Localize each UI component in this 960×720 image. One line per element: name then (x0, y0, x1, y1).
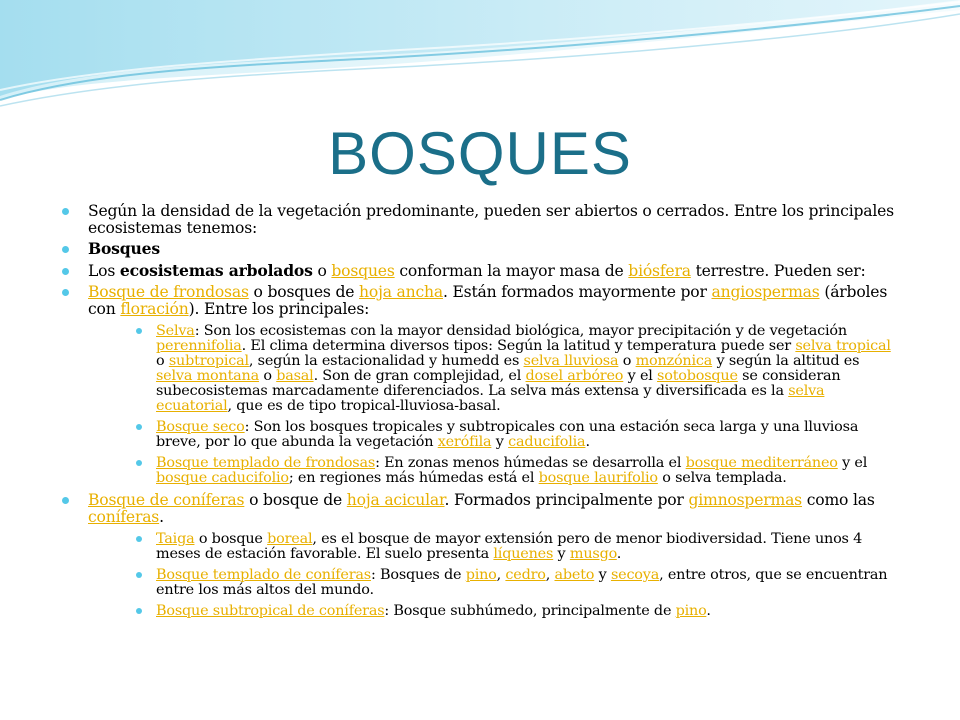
link-bosque-laurifolio[interactable]: bosque laurifolio (538, 470, 658, 486)
link-pino[interactable]: pino (465, 567, 497, 583)
link-taiga[interactable]: Taiga (156, 531, 195, 547)
link-bosque-mediterraneo[interactable]: bosque mediterráneo (685, 455, 838, 471)
link-basal[interactable]: basal (276, 368, 314, 384)
link-bosques[interactable]: bosques (331, 261, 395, 280)
link-bosque-templado-coniferas[interactable]: Bosque templado de coníferas (156, 567, 371, 583)
link-angiospermas[interactable]: angiospermas (711, 283, 820, 301)
link-bosque-caducifolio[interactable]: bosque caducifolio (156, 470, 289, 486)
list-item-selva: Selva: Son los ecosistemas con la mayor densidad biológica, mayor precipitación y de vegetación perennifolia. El clima determina diversos tipos: Según la latitud y temperatura puede ser selva tropical o subtropical, según la estacionalidad y humedd es selva lluviosa o monzónica y según la altitud es selva montana o basal. Son de gran complejidad, el dosel arbóreo y el sotobosque se consideran subecosistemas marcadamente diferenciados. La selva más extensa y diversificada es la selva ecuatorial, que es de tipo tropical-lluviosa-basal. (88, 324, 898, 414)
link-musgo[interactable]: musgo (569, 546, 617, 562)
link-monzonica[interactable]: monzónica (635, 353, 713, 369)
link-boreal[interactable]: boreal (267, 531, 313, 547)
link-selva-ecuatorial[interactable]: selva ecuatorial (156, 383, 825, 414)
list-item-taiga: Taiga o bosque boreal, es el bosque de mayor extensión pero de menor biodiversidad. Tiene unos 4 meses de estación favorable. El suelo presenta líquenes y musgo. (88, 532, 898, 562)
link-coniferas[interactable]: coníferas (88, 507, 160, 526)
frondosas-sublist (88, 324, 898, 486)
main-list (58, 203, 898, 619)
link-cedro[interactable]: cedro (505, 567, 546, 583)
link-selva-montana[interactable]: selva montana (156, 368, 259, 384)
link-sotobosque[interactable]: sotobosque (657, 368, 738, 384)
link-xerofila[interactable]: xerófila (437, 434, 492, 450)
slide-content (58, 203, 898, 625)
link-bosque-subtropical-coniferas[interactable]: Bosque subtropical de coníferas (156, 603, 385, 619)
link-hoja-acicular[interactable]: hoja acicular (346, 491, 445, 509)
link-bosque-coniferas[interactable]: Bosque de coníferas (88, 491, 245, 509)
list-item-coniferas: Bosque de coníferas o bosque de hoja acicular. Formados principalmente por gimnospermas como las coníferas. Taiga o bosque boreal, es el bosque de mayor extensión pero de menor biodiversidad. Tiene unos 4 meses de estación favorable. El suelo presenta líquenes y musgo. Bosque templado de coníferas: Bosques de pino, cedro, abeto y secoya, entre otros, que se encuentran entre los más altos del mundo. Bosque subtropical de coníferas: Bosque subhúmedo, principalmente de pino. (58, 492, 898, 619)
list-item-templado-frondosas: Bosque templado de frondosas: En zonas menos húmedas se desarrolla el bosque mediterráneo y el bosque caducifolio; en regiones más húmedas está el bosque laurifolio o selva templada. (88, 456, 898, 486)
link-hoja-ancha[interactable]: hoja ancha (359, 283, 443, 301)
link-selva-lluviosa[interactable]: selva lluviosa (523, 353, 619, 369)
link-floracion[interactable]: floración (120, 299, 189, 318)
link-pino-2[interactable]: pino (675, 603, 707, 619)
header-wave-decoration (0, 0, 960, 110)
list-item-bosque-seco: Bosque seco: Son los bosques tropicales y subtropicales con una estación seca larga y una lluviosa breve, por lo que abunda la vegetación xerófila y caducifolia. (88, 420, 898, 450)
list-item-frondosas: Bosque de frondosas o bosques de hoja ancha. Están formados mayormente por angiospermas (árboles con floración). Entre los principales: Selva: Son los ecosistemas con la mayor densidad biológica, mayor precipitación y de vegetación perennifolia. El clima determina diversos tipos: Según la latitud y temperatura puede ser selva tropical o subtropical, según la estacionalidad y humedd es selva lluviosa o monzónica y según la altitud es selva montana o basal. Son de gran complejidad, el dosel arbóreo y el sotobosque se consideran subecosistemas marcadamente diferenciados. La selva más extensa y diversificada es la selva ecuatorial, que es de tipo tropical-lluviosa-basal. Bosque seco: Son los bosques tropicales y subtropicales con una estación seca larga y una lluviosa breve, por lo que abunda la vegetación xerófila y caducifolia. Bosque templado de frondosas: En zonas menos húmedas se desarrolla el bosque mediterráneo y el bosque caducifolio; en regiones más húmedas está el bosque laurifolio o selva templada. (58, 284, 898, 486)
link-selva[interactable]: Selva (156, 323, 195, 339)
list-item-bosques (58, 241, 898, 258)
bosques-heading: Bosques (88, 239, 160, 258)
link-caducifolia[interactable]: caducifolia (508, 434, 586, 450)
list-item-arbolados: Los ecosistemas arbolados o bosques conforman la mayor masa de biósfera terrestre. Pueden ser: (58, 263, 898, 280)
link-bosque-templado-frondosas[interactable]: Bosque templado de frondosas (156, 455, 376, 471)
link-subtropical[interactable]: subtropical (168, 353, 249, 369)
slide-title: BOSQUES (328, 120, 632, 187)
link-dosel-arboreo[interactable]: dosel arbóreo (525, 368, 624, 384)
list-item-subtropical-coniferas: Bosque subtropical de coníferas: Bosque subhúmedo, principalmente de pino. (88, 604, 898, 619)
list-item-intro: Según la densidad de la vegetación predominante, pueden ser abiertos o cerrados. Entre los principales ecosistemas tenemos: (58, 203, 898, 236)
link-perennifolia[interactable]: perennifolia (156, 338, 242, 354)
link-abeto[interactable]: abeto (554, 567, 595, 583)
link-gimnospermas[interactable]: gimnospermas (688, 491, 802, 509)
coniferas-sublist (88, 532, 898, 619)
link-selva-tropical[interactable]: selva tropical (795, 338, 891, 354)
link-liquenes[interactable]: líquenes (493, 546, 554, 562)
link-secoya[interactable]: secoya (610, 567, 660, 583)
link-biosfera[interactable]: biósfera (628, 261, 691, 280)
list-item-templado-coniferas: Bosque templado de coníferas: Bosques de pino, cedro, abeto y secoya, entre otros, que se encuentran entre los más altos del mundo. (88, 568, 898, 598)
link-bosque-seco[interactable]: Bosque seco (156, 419, 245, 435)
link-bosque-frondosas[interactable]: Bosque de frondosas (88, 283, 249, 301)
